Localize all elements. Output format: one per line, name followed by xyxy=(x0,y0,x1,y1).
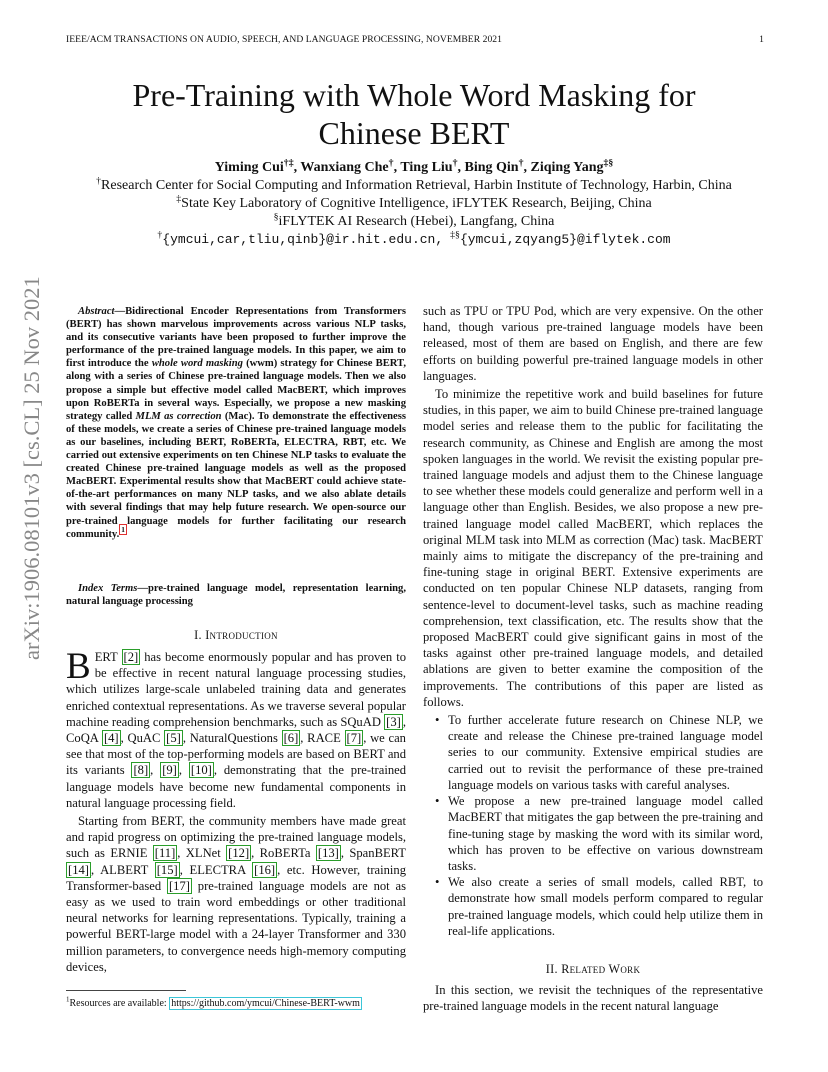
body-text: , XLNet xyxy=(177,846,227,861)
contributions-list xyxy=(423,712,763,939)
citation-link[interactable]: [17] xyxy=(168,878,190,893)
body-text: , we can see that most of the top-performing models are based on BERT and its variants xyxy=(66,731,406,778)
affiliation xyxy=(40,211,788,230)
author-marks: † xyxy=(388,157,394,169)
body-text: , etc. However, training Transformer-based xyxy=(66,862,406,893)
author-marks: † xyxy=(518,157,524,169)
citation-link[interactable]: [13] xyxy=(317,846,339,861)
author-name: Bing Qin xyxy=(464,160,519,175)
body-text: pre-trained language models are not as easy as we used to train word embeddings or other traditional neural networks for learning representations. Typically, training a powerful BERT-large model with a 24-layer Transformer and 330 million parameters, to convergence needs high-memory computing devices, xyxy=(66,878,406,974)
abstract-text: —Bidirectional Encoder Representations from Transformers (BERT) has shown marvelous improvements across various NLP tasks, and its consecutive variants have been proposed to further improve the performance of the pre-trained language models. In this paper, we aim to first introduce the xyxy=(66,306,406,370)
body-text: , SpanBERT xyxy=(340,846,406,861)
title-line-2: Chinese BERT xyxy=(318,115,510,151)
section-title: Related Work xyxy=(561,962,641,976)
footnote-rule xyxy=(66,990,186,991)
author-name: Ziqing Yang xyxy=(530,160,604,175)
body-text: ERT xyxy=(94,650,122,664)
body-text: Starting from BERT, the community members have made great and rapid progress on optimizing the pre-trained language models, such as ERNIE xyxy=(66,814,406,861)
citation-link[interactable]: [5] xyxy=(166,731,181,746)
list-item: • To further accelerate future research on Chinese NLP, we create and release the Chinese pre-trained language model series to our community. Extensive empirical studies are carried out to revisit the performance of these pre-trained language models on various tasks with careful analyses. xyxy=(448,712,763,793)
citation-link[interactable]: [16] xyxy=(254,862,276,877)
citation-link[interactable]: [7] xyxy=(346,731,362,746)
abstract-text: (wwm) strategy for Chinese BERT, along with a series of Chinese pre-trained language models. Then we also propose a simple but effective model called MacBERT, which improves upon RoBERTa in several ways. Especially, we propose a new masking strategy called xyxy=(66,358,406,422)
abstract-emphasis: whole word masking xyxy=(151,358,243,370)
footnote-url-link[interactable]: https://github.com/ymcui/Chinese-BERT-wwm xyxy=(171,998,360,1009)
index-terms-label: Index Terms xyxy=(78,583,138,594)
body-text: has become enormously popular and has proven to be effective in recent natural language processing studies, which utilizes large-scale unlabeled training data and generates enriched contextual representations. As we traverse several popular machine reading comprehension benchmarks, such as SQuAD xyxy=(66,650,406,729)
affiliation xyxy=(40,193,788,212)
running-header: IEEE/ACM TRANSACTIONS ON AUDIO, SPEECH, AND LANGUAGE PROCESSING, NOVEMBER 2021 xyxy=(66,34,502,45)
footnote-text: Resources are available: xyxy=(69,998,170,1009)
citation-link[interactable]: [8] xyxy=(133,763,149,778)
author-marks: †‡ xyxy=(283,157,294,169)
list-item: • We propose a new pre-trained language model called MacBERT that mitigates the gap between the pre-training and fine-tuning stage by masking the word with its similar word, which has proven to be effective on various downstream tasks. xyxy=(448,793,763,874)
related-work-text xyxy=(423,982,763,1014)
citation-link[interactable]: [2] xyxy=(123,650,139,664)
section-heading-introduction xyxy=(66,628,406,643)
body-paragraph: such as TPU or TPU Pod, which are very expensive. On the other hand, though various pre-trained language models have been released, most of them are based on English, and there are few efforts on building powerful pre-trained language models in other languages. xyxy=(423,304,763,383)
body-text: , RoBERTa xyxy=(251,846,316,861)
section-heading-related-work xyxy=(423,962,763,977)
affiliation-text: State Key Laboratory of Cognitive Intelligence, iFLYTEK Research, Beijing, China xyxy=(181,196,652,211)
drop-cap: B xyxy=(66,646,91,687)
affiliation-text: iFLYTEK AI Research (Hebei), Langfang, China xyxy=(278,214,555,229)
abstract-label: Abstract xyxy=(78,306,115,317)
email-line xyxy=(40,229,788,248)
intro-left-column xyxy=(66,646,407,975)
abstract xyxy=(66,305,406,541)
paper-title xyxy=(60,76,768,152)
citation-link[interactable]: [11] xyxy=(154,846,176,861)
footnote-mark: 1 xyxy=(66,995,70,1004)
list-item: • We also create a series of small models, called RBT, to demonstrate how small models perform compared to regular pre-trained language models, which could help utilize them in real-life applications. xyxy=(448,874,763,939)
citation-link[interactable]: [6] xyxy=(283,731,299,746)
page-number: 1 xyxy=(759,34,764,45)
abstract-emphasis: MLM as correction xyxy=(135,410,222,422)
author-marks: ‡§ xyxy=(603,157,614,169)
author-name: Ting Liu xyxy=(400,160,453,175)
author-list: Yiming Cui†‡, Wanxiang Che†, Ting Liu†, Bing Qin†, Ziqing Yang‡§ xyxy=(214,157,614,175)
section-title: Introduction xyxy=(205,628,278,642)
intro-right-column xyxy=(423,303,763,939)
citation-link[interactable]: [9] xyxy=(162,763,177,778)
body-paragraph: In this section, we revisit the techniques of the representative pre-trained language models in the recent natural language xyxy=(423,983,763,1014)
email-address: {ymcui,car,tliu,qinb}@ir.hit.edu.cn, xyxy=(162,232,444,247)
author-name: Wanxiang Che xyxy=(300,160,389,175)
email-address: {ymcui,zqyang5}@iflytek.com xyxy=(459,232,671,247)
title-line-1: Pre-Training with Whole Word Masking for xyxy=(132,77,696,113)
index-terms-text: —pre-trained language model, representation learning, natural language processing xyxy=(66,583,406,608)
index-terms xyxy=(66,582,406,608)
email-mark: ‡§ xyxy=(450,229,460,241)
email-mark: † xyxy=(157,229,163,241)
section-number: II. xyxy=(545,962,558,976)
body-text: , RACE xyxy=(300,731,345,746)
body-text: , QuAC xyxy=(120,731,165,746)
section-number: I. xyxy=(194,628,202,642)
footnote xyxy=(66,995,406,1009)
author-marks: † xyxy=(452,157,458,169)
affiliation-text: Research Center for Social Computing and Information Retrieval, Harbin Institute of Technology, Harbin, China xyxy=(101,178,732,193)
citation-link[interactable]: [4] xyxy=(103,731,119,746)
arxiv-stamp: arXiv:1906.08101v3 [cs.CL] 25 Nov 2021 xyxy=(19,276,44,660)
citation-link[interactable]: [15] xyxy=(156,862,178,877)
footnote-ref-link[interactable]: 1 xyxy=(121,525,125,535)
affiliation-mark: † xyxy=(96,175,102,187)
body-text: , demonstrating that the pre-trained language models have become new fundamental components in natural language processing field. xyxy=(66,763,407,810)
citation-link[interactable]: [3] xyxy=(386,714,401,729)
affiliation-mark: ‡ xyxy=(176,193,182,205)
affiliation xyxy=(40,175,788,194)
abstract-text: (Mac). To demonstrate the effectiveness of these models, we create a series of Chinese pre-trained language models as our baselines, including BERT, RoBERTa, ELECTRA, RBT, etc. We carried out extensive experiments on ten Chinese NLP tasks to evaluate the created Chinese pre-trained language models as well as the proposed MacBERT. Experimental results show that MacBERT could achieve state-of-the-art performances on many NLP tasks, and we also ablate details with several findings that may help future research. We open-source our pre-trained language models for further facilitating our research community. xyxy=(66,410,406,540)
citation-link[interactable]: [12] xyxy=(228,846,250,861)
body-text: , ELECTRA xyxy=(179,862,253,877)
affiliation-mark: § xyxy=(273,211,279,223)
body-text: , ALBERT xyxy=(90,862,155,877)
author-name: Yiming Cui xyxy=(214,160,284,175)
citation-link[interactable]: [14] xyxy=(68,862,89,877)
body-text: , xyxy=(178,763,189,778)
body-text: , xyxy=(150,763,161,778)
body-paragraph: To minimize the repetitive work and build baselines for future studies, in this paper, we aim to build Chinese pre-trained language model series and release them to the public for facilitating the research community, as Chinese and English are among the most spoken languages in the world. We revisit the existing popular pre-trained language models and adjust them to the Chinese language to see whether these models could generalize and perform well in a language other than English. Besides, we also propose a new pre-trained language model called MacBERT, which replaces the original MLM task into MLM as correction (Mac) task. MacBERT mainly aims to mitigate the discrepancy of the pre-training and fine-tuning stage in original BERT. Extensive experiments are conducted on ten popular Chinese NLP datasets, ranging from sentence-level to document-level tasks, such as machine reading comprehension, text classification, etc. The results show that the proposed MacBERT could give significant gains in most of the tasks against other pre-trained language models, and detailed ablations are given to better examine the composition of the improvements. The contributions of this paper are listed as follows. xyxy=(423,387,763,709)
citation-link[interactable]: [10] xyxy=(190,763,212,778)
body-text: , CoQA xyxy=(66,714,406,746)
body-text: , NaturalQuestions xyxy=(182,731,282,746)
